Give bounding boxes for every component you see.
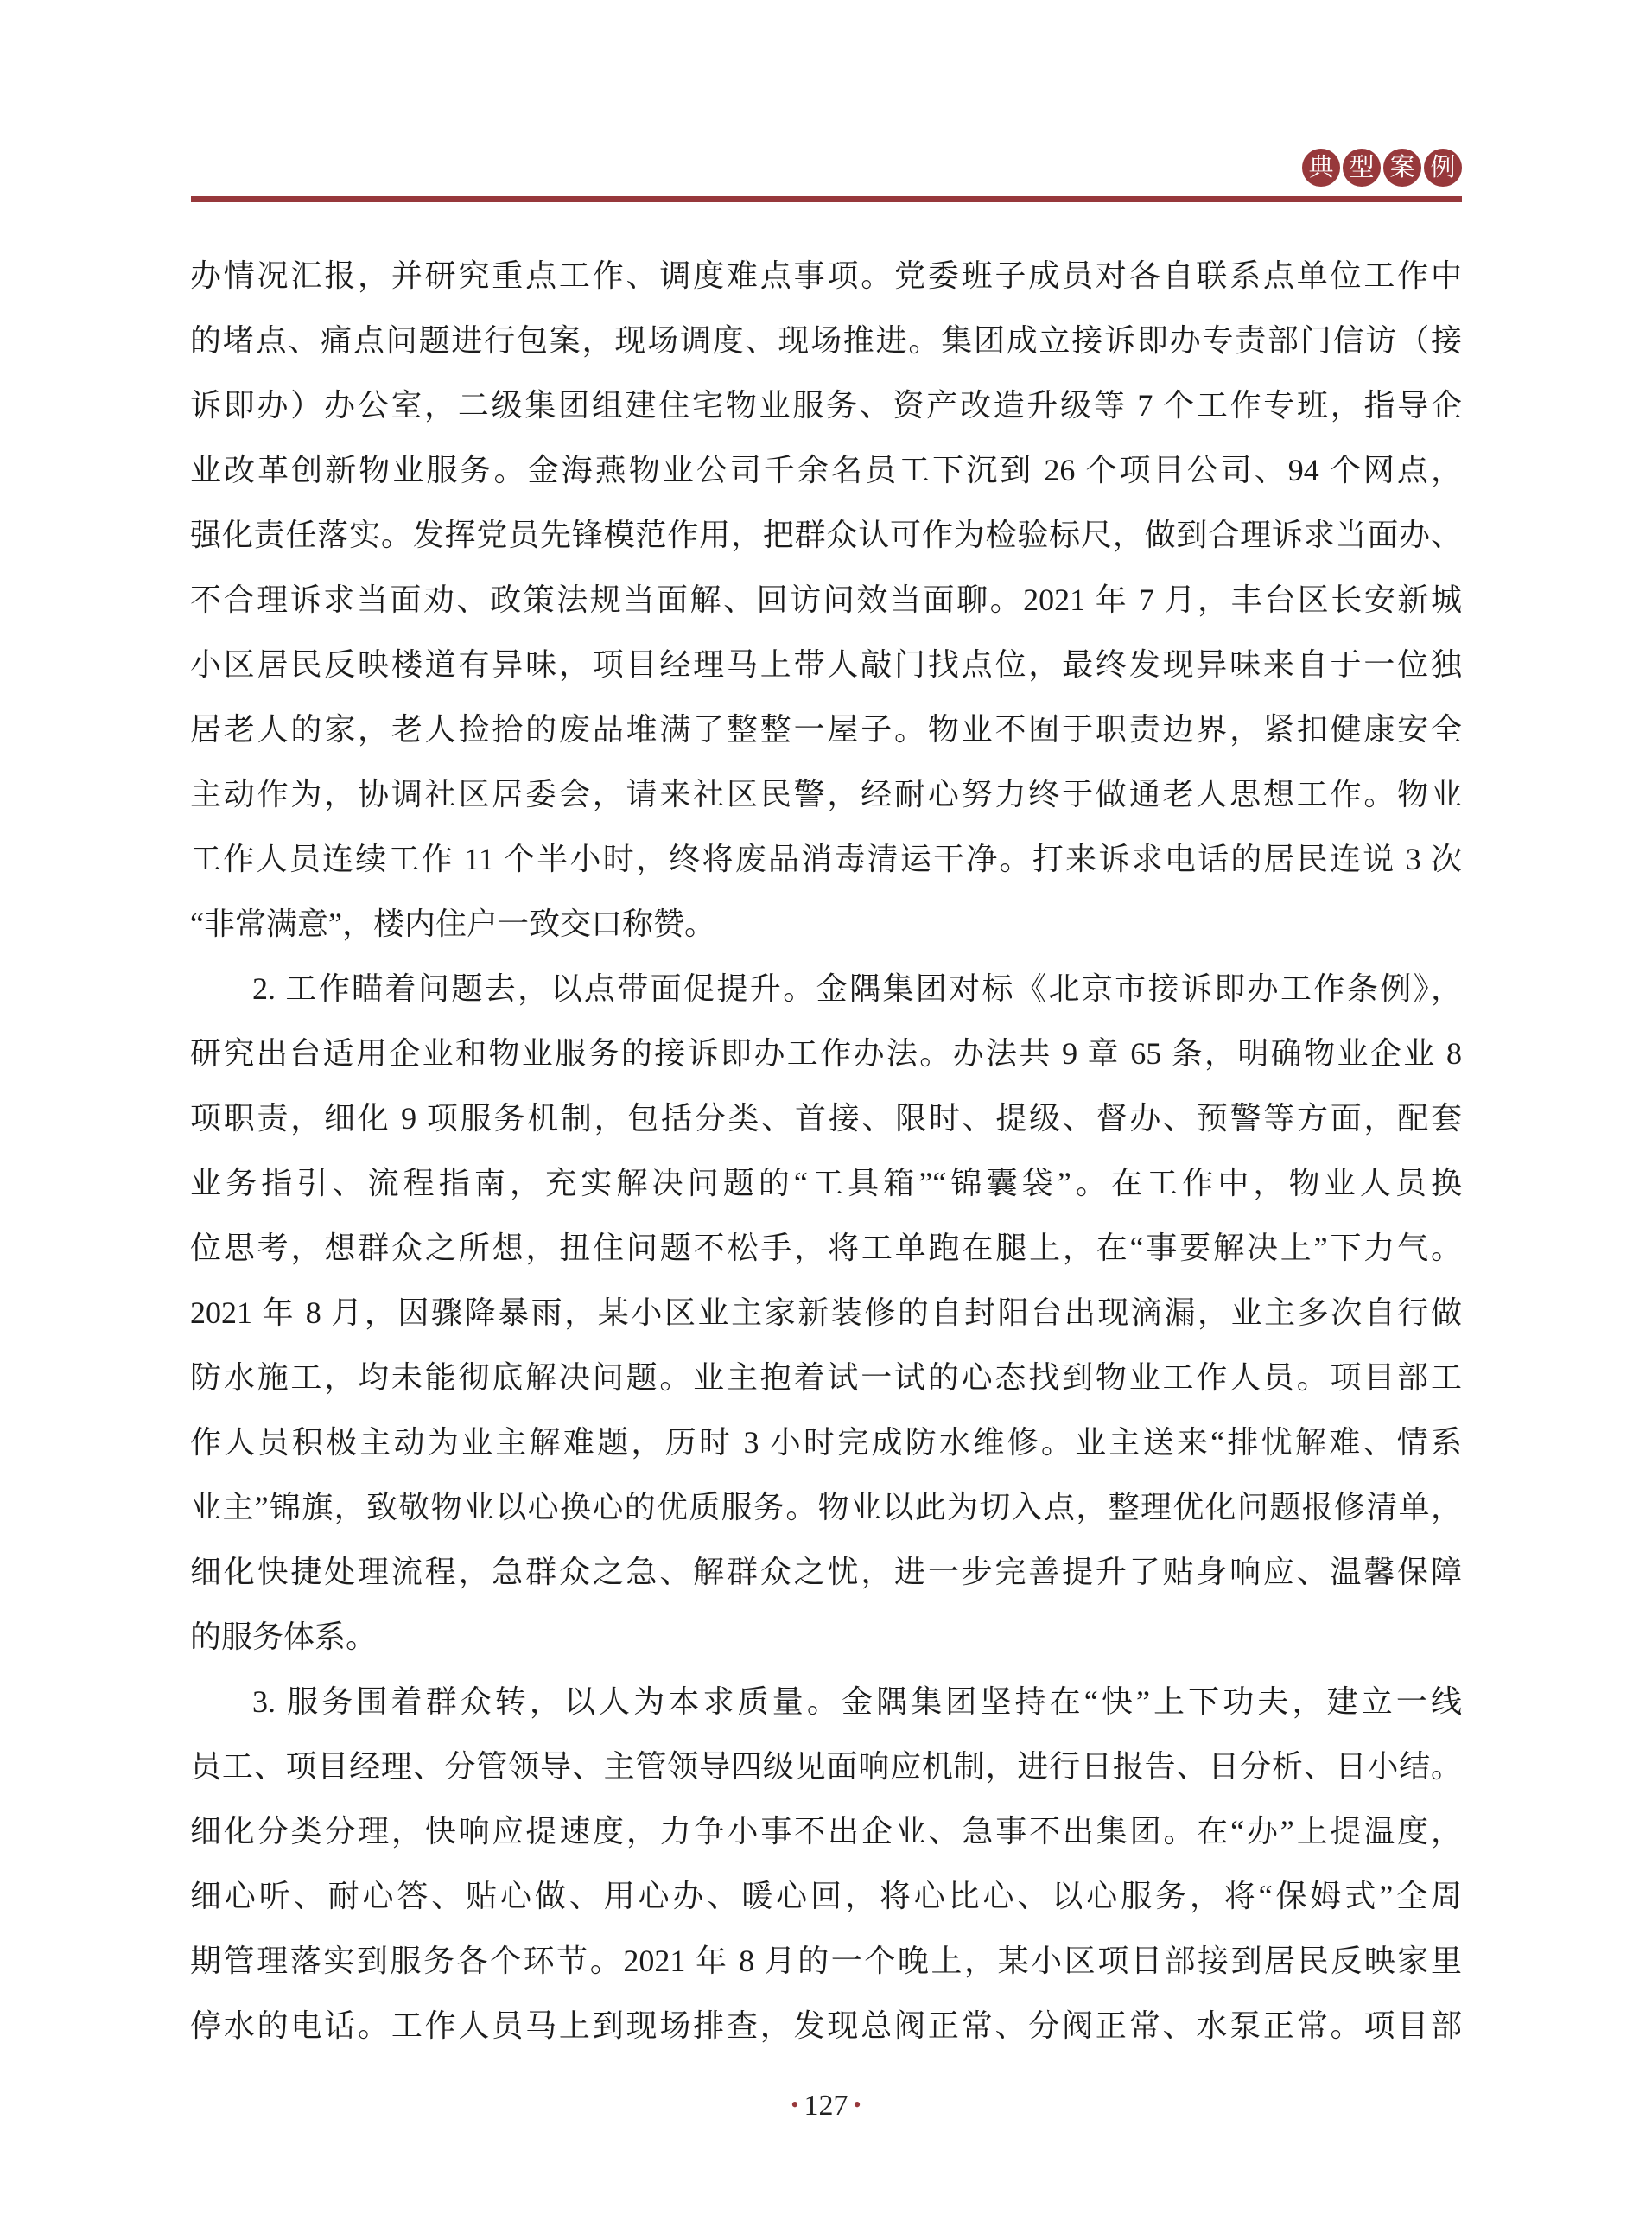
text-line: 业务指引、流程指南，充实解决问题的“工具箱”“锦囊袋”。在工作中，物业人员换 — [190, 1166, 1462, 1200]
badge-circle-icon: 典 — [1302, 149, 1340, 187]
badge-circle-icon: 例 — [1424, 149, 1462, 187]
text-line: 居老人的家，老人捡拾的废品堆满了整整一屋子。物业不囿于职责边界，紧扣健康安全 — [190, 712, 1462, 747]
text-line: 工作人员连续工作 11 个半小时，终将废品消毒清运干净。打来诉求电话的居民连说 3 次 — [190, 842, 1462, 876]
text-line: 作人员积极主动为业主解难题，历时 3 小时完成防水维修。业主送来“排忧解难、情系 — [190, 1425, 1462, 1460]
page-footer — [0, 2090, 1652, 2122]
text-line: 业主”锦旗，致敬物业以心换心的优质服务。物业以此为切入点，整理优化问题报修清单， — [190, 1490, 1462, 1524]
text-line: 不合理诉求当面劝、政策法规当面解、回访问效当面聊。2021 年 7 月，丰台区长安新城 — [190, 582, 1462, 617]
text-line: 期管理落实到服务各个环节。2021 年 8 月的一个晚上，某小区项目部接到居民反映家里 — [190, 1944, 1462, 1978]
footer-dot-icon: • — [791, 2092, 799, 2117]
text-line: 研究出台适用企业和物业服务的接诉即办工作办法。办法共 9 章 65 条，明确物业企业 8 — [190, 1036, 1462, 1071]
text-line: 细心听、耐心答、贴心做、用心办、暖心回，将心比心、以心服务，将“保姆式”全周 — [190, 1879, 1462, 1913]
badge-circle-icon: 案 — [1383, 149, 1421, 187]
text-line: 主动作为，协调社区居委会，请来社区民警，经耐心努力终于做通老人思想工作。物业 — [190, 777, 1462, 811]
text-line: 强化责任落实。发挥党员先锋模范作用，把群众认可作为检验标尺，做到合理诉求当面办、 — [190, 518, 1462, 552]
text-line: 项职责，细化 9 项服务机制，包括分类、首接、限时、提级、督办、预警等方面，配套 — [190, 1101, 1462, 1136]
text-line: 3. 服务围着群众转，以人为本求质量。金隅集团坚持在“快”上下功夫，建立一线 — [252, 1684, 1462, 1719]
text-line: 办情况汇报，并研究重点工作、调度难点事项。党委班子成员对各自联系点单位工作中 — [190, 258, 1462, 293]
text-line: 防水施工，均未能彻底解决问题。业主抱着试一试的心态找到物业工作人员。项目部工 — [190, 1360, 1462, 1395]
body-text — [190, 244, 1462, 2059]
text-line: 细化分类分理，快响应提速度，力争小事不出企业、急事不出集团。在“办”上提温度， — [190, 1814, 1462, 1849]
text-line: 的服务体系。 — [190, 1620, 378, 1654]
text-line: 停水的电话。工作人员马上到现场排查，发现总阀正常、分阀正常、水泵正常。项目部 — [190, 2008, 1462, 2043]
text-line: 员工、项目经理、分管领导、主管领导四级见面响应机制，进行日报告、日分析、日小结。 — [190, 1749, 1462, 1784]
text-line: 2021 年 8 月，因骤降暴雨，某小区业主家新装修的自封阳台出现滴漏，业主多次自行做 — [190, 1295, 1462, 1330]
header-rule — [191, 196, 1462, 202]
text-line: 小区居民反映楼道有异味，项目经理马上带人敲门找点位，最终发现异味来自于一位独 — [190, 647, 1462, 682]
text-line: 位思考，想群众之所想，扭住问题不松手，将工单跑在腿上，在“事要解决上”下力气。 — [190, 1231, 1462, 1265]
text-line: “非常满意”，楼内住户一致交口称赞。 — [190, 907, 715, 941]
footer-dot-icon: • — [853, 2092, 861, 2117]
page-number: 127 — [804, 2090, 848, 2122]
text-line: 细化快捷处理流程，急群众之急、解群众之忧，进一步完善提升了贴身响应、温馨保障 — [190, 1555, 1462, 1589]
header-badge — [1302, 149, 1462, 187]
text-line: 诉即办）办公室，二级集团组建住宅物业服务、资产改造升级等 7 个工作专班，指导企 — [190, 388, 1462, 423]
text-line: 业改革创新物业服务。金海燕物业公司千余名员工下沉到 26 个项目公司、94 个网点， — [190, 453, 1462, 487]
text-line: 的堵点、痛点问题进行包案，现场调度、现场推进。集团成立接诉即办专责部门信访（接 — [190, 323, 1462, 358]
text-line: 2. 工作瞄着问题去，以点带面促提升。金隅集团对标《北京市接诉即办工作条例》， — [252, 971, 1462, 1006]
badge-circle-icon: 型 — [1343, 149, 1381, 187]
